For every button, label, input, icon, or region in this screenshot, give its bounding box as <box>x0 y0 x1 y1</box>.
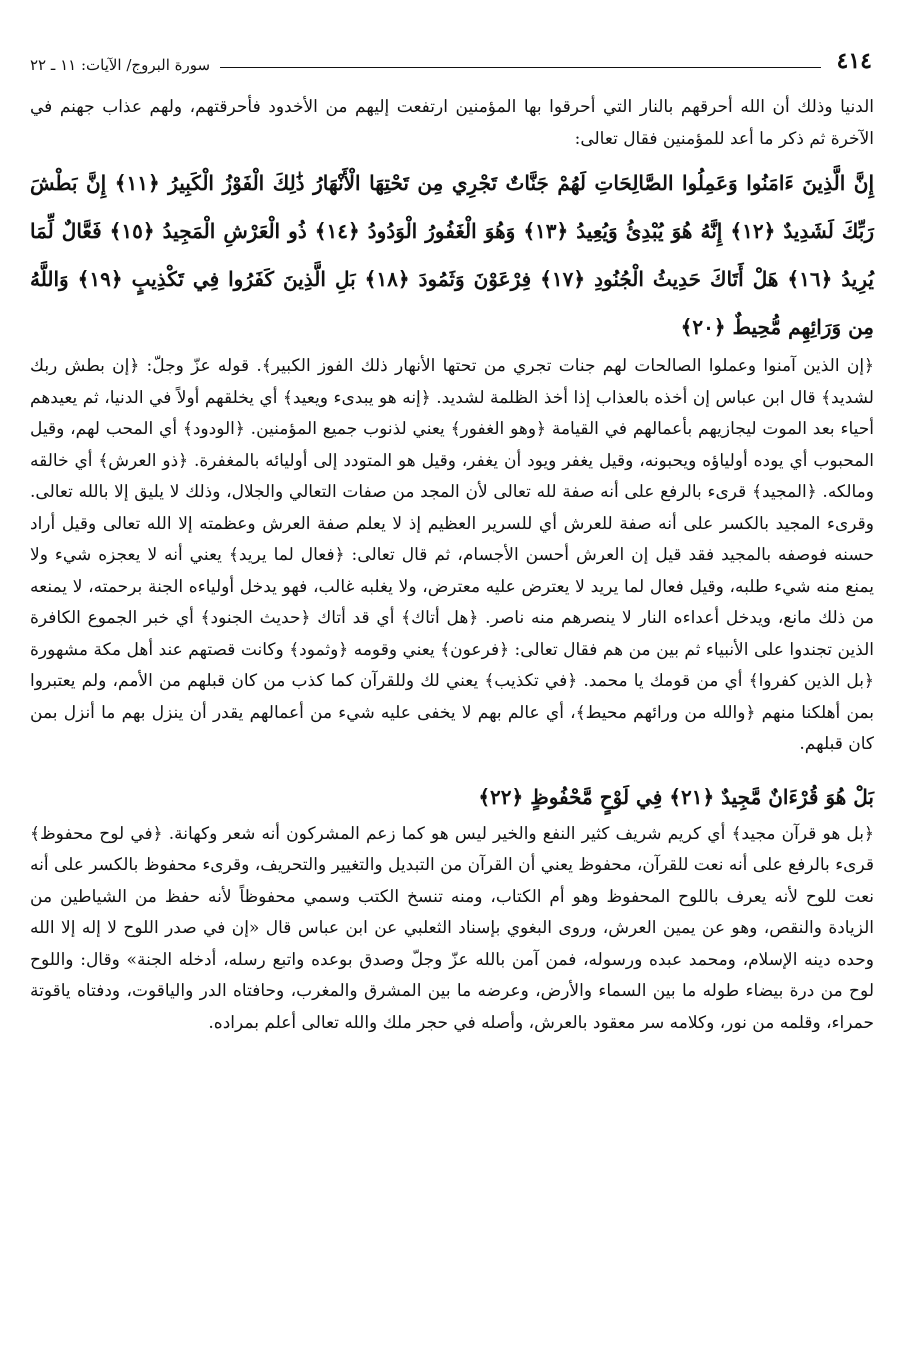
page-body <box>30 92 874 1039</box>
quran-verse-block: إِنَّ الَّذِينَ ءَامَنُوا وَعَمِلُوا الصَّالِحَاتِ لَهُمْ جَنَّاتٌ تَجْرِي مِن تَحْتِهَا الْأَنْهَارُ ذَٰلِكَ الْفَوْزُ الْكَبِيرُ ﴿١١﴾ إِنَّ بَطْشَ رَبِّكَ لَشَدِيدٌ ﴿١٢﴾ إِنَّهُ هُوَ يُبْدِئُ وَيُعِيدُ ﴿١٣﴾ وَهُوَ الْغَفُورُ الْوَدُودُ ﴿١٤﴾ ذُو الْعَرْشِ الْمَجِيدُ ﴿١٥﴾ فَعَّالٌ لِّمَا يُرِيدُ ﴿١٦﴾ هَلْ أَتَاكَ حَدِيثُ الْجُنُودِ ﴿١٧﴾ فِرْعَوْنَ وَثَمُودَ ﴿١٨﴾ بَلِ الَّذِينَ كَفَرُوا فِي تَكْذِيبٍ ﴿١٩﴾ وَاللَّهُ مِن وَرَائِهِم مُّحِيطٌ ﴿٢٠﴾ <box>30 171 874 339</box>
commentary-paragraph: ﴿إن الذين آمنوا وعملوا الصالحات لهم جنات تجري من تحتها الأنهار ذلك الفوز الكبير﴾. قوله عزّ وجلّ: ﴿إن بطش ربك لشديد﴾ قال ابن عباس إن أخذه بالعذاب إذا أخذ الظلمة لشديد. ﴿إنه هو يبدىء ويعيد﴾ أي يخلقهم أولاً في الدنيا، ثم يعيدهم أحياء بعد الموت ليجازيهم بأعمالهم في القيامة ﴿وهو الغفور﴾ يعني لذنوب جميع المؤمنين. ﴿الودود﴾ أي المحب لهم، وقيل المحبوب أي يوده أولياؤه ويحبونه، وقيل يغفر ويود أن يغفر، وقيل هو المتودد إلى أوليائه بالمغفرة. ﴿ذو العرش﴾ أي خالقه ومالكه. ﴿المجيد﴾ قرىء بالرفع على أنه صفة لله تعالى لأن المجد من صفات التعالي والجلال، وذلك لا يليق إلا بالله تعالى. وقرىء المجيد بالكسر على أنه صفة للعرش أي للسرير العظيم إذ لا يعلم صفة العرش وعظمته إلا الله تعالى وقيل أراد حسنه فوصفه بالمجيد فقد قيل إن العرش أحسن الأجسام، ثم قال تعالى: ﴿فعال لما يريد﴾ يعني أنه لا يعجزه شيء ولا يمنع منه شيء طلبه، وقيل فعال لما يريد لا يعترض عليه معترض، ولا يغلبه غالب، فهو يدخل أولياءه الجنة برحمته، لا يمنعه من ذلك مانع، ويدخل أعداءه النار لا ينصرهم منه ناصر. ﴿هل أتاك﴾ أي قد أتاك ﴿حديث الجنود﴾ أي خبر الجموع الكافرة الذين تجندوا على الأنبياء ثم بين من هم فقال تعالى: ﴿فرعون﴾ يعني وقومه ﴿وثمود﴾ وكانت قصتهم عند أهل مكة مشهورة ﴿بل الذين كفروا﴾ أي من قومك يا محمد. ﴿في تكذيب﴾ يعني لك وللقرآن كما كذب من كان قبلهم من الأمم، ولم يعتبروا بمن أهلكنا منهم ﴿والله من ورائهم محيط﴾، أي عالم بهم لا يخفى عليه شيء من أعمالهم يقدر أن ينزل بهم ما أنزل بمن كان قبلهم. <box>30 356 874 754</box>
commentary-paragraph-2: ﴿بل هو قرآن مجيد﴾ أي كريم شريف كثير النفع والخير ليس هو كما زعم المشركون أنه شعر وكهانة. ﴿في لوح محفوظ﴾ قرىء بالرفع على أنه نعت للقرآن، محفوظ يعني أن القرآن من التبديل والتغيير والتحريف، وقرىء محفوظ بالكسر على أنه نعت للوح لأنه يعرف باللوح المحفوظ وهو أم الكتاب، ومنه تنسخ الكتب وسمي محفوظاً لأنه حفظ من الشياطين من الزيادة والنقص، وهو عن يمين العرش، وروى البغوي بإسناد الثعلبي عن ابن عباس قال «إن في صدر اللوح لا إله إلا الله وحده دينه الإسلام، ومحمد عبده ورسوله، فمن آمن بالله عزّ وجلّ وصدق بوعده واتبع رسله، أدخله الجنة» وقال: واللوح لوح من درة بيضاء طوله ما بين السماء والأرض، وعرضه ما بين المشرق والمغرب، وحافتاه الدر والياقوت، ودفتاه ياقوتة حمراء، وقلمه من نور، وكلامه سر معقود بالعرش، وأصله في حجر ملك والله تعالى أعلم بمراده. <box>29 823 874 1033</box>
header-rule <box>220 67 820 68</box>
page-header <box>30 40 872 74</box>
page-number: ٤١٤ <box>836 48 872 74</box>
intro-paragraph: الدنيا وذلك أن الله أحرقهم بالنار التي أحرقوا بها المؤمنين ارتفعت إليهم من الأخدود فأحرقتهم، ولهم عذاب جهنم في الآخرة ثم ذكر ما أعد للمؤمنين فقال تعالى: <box>30 97 874 149</box>
quran-verse-block-short: بَلْ هُوَ قُرْءَانٌ مَّجِيدٌ ﴿٢١﴾ فِي لَوْحٍ مَّحْفُوظٍ ﴿٢٢﴾ <box>478 784 874 809</box>
running-head: سورة البروج/ الآيات: ١١ ـ ٢٢ <box>30 56 211 74</box>
